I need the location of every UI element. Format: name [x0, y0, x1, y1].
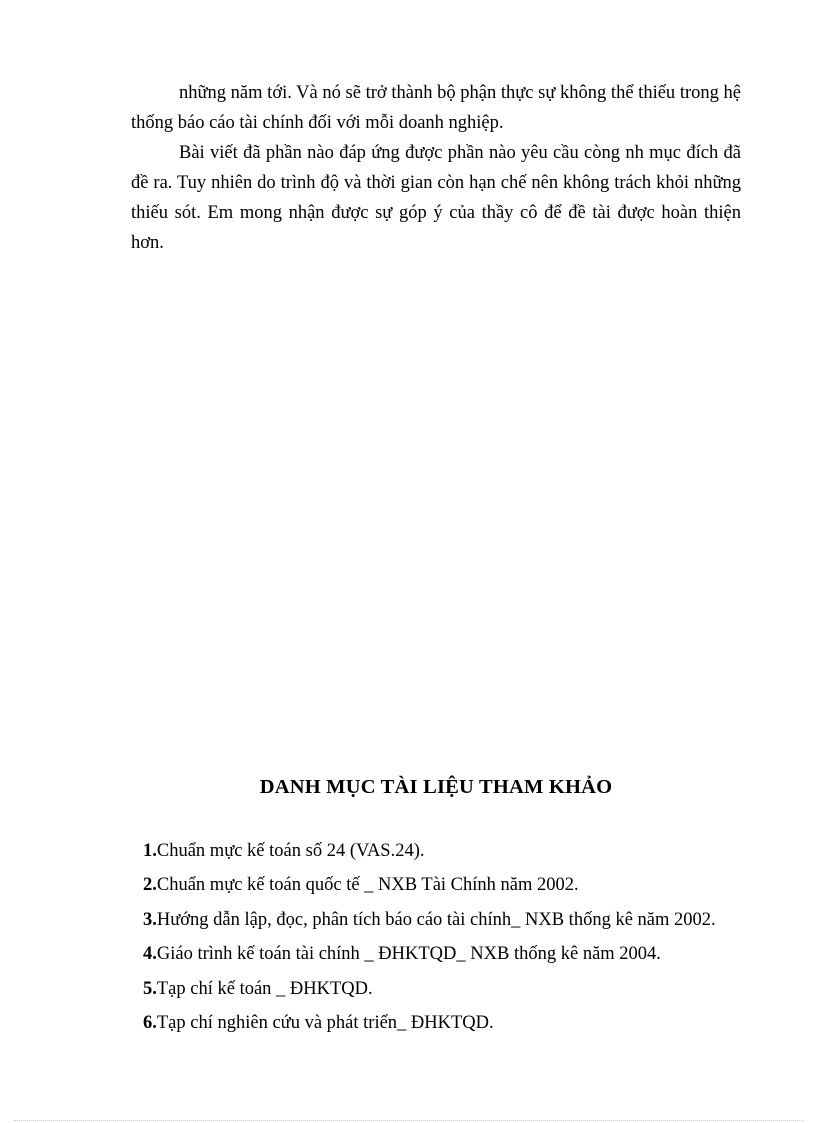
reference-item [143, 939, 783, 973]
reference-text: Giáo trình kế toán tài chính _ ĐHKTQD_ NXB thống kê năm 2004. [156, 944, 661, 965]
reference-number: 5. [143, 978, 157, 999]
body-text [131, 78, 741, 258]
reference-number: 6. [143, 1012, 157, 1033]
reference-text: Tạp chí nghiên cứu và phát triển_ ĐHKTQD. [156, 1012, 494, 1033]
reference-number: 3. [143, 909, 157, 930]
reference-number: 2. [143, 875, 157, 896]
page-bottom-divider [14, 1120, 804, 1121]
reference-text: Chuẩn mực kế toán quốc tế _ NXB Tài Chính năm 2002. [156, 875, 579, 896]
reference-text: Chuẩn mực kế toán số 24 (VAS.24). [156, 841, 425, 861]
reference-number: 4. [143, 944, 157, 965]
reference-item [143, 836, 783, 870]
references-list [143, 836, 783, 1042]
reference-item [143, 870, 783, 904]
paragraph-closing-remarks: Bài viết đã phần nào đáp ứng được phần nào yêu cầu còng nh mục đích đã đề ra. Tuy nhiên do trình độ và thời gian còn hạn chế nên không trách khỏi những thiếu sót. Em mong nhận được sự góp ý của thầy cô để đề tài được hoàn thiện hơn. [131, 143, 741, 253]
references-title: DANH MỤC TÀI LIỆU THAM KHẢO [259, 776, 613, 798]
reference-item [143, 974, 783, 1008]
reference-text: Tạp chí kế toán _ ĐHKTQD. [156, 978, 373, 999]
reference-number: 1. [143, 841, 157, 861]
reference-text: Hướng dẫn lập, đọc, phân tích báo cáo tài chính_ NXB thống kê năm 2002. [156, 909, 716, 930]
reference-item [143, 905, 783, 939]
reference-item [143, 1008, 783, 1042]
paragraph-conclusion-end: những năm tới. Và nó sẽ trở thành bộ phận thực sự không thể thiếu trong hệ thống báo cáo tài chính đối với mỗi doanh nghiệp. [131, 83, 741, 133]
